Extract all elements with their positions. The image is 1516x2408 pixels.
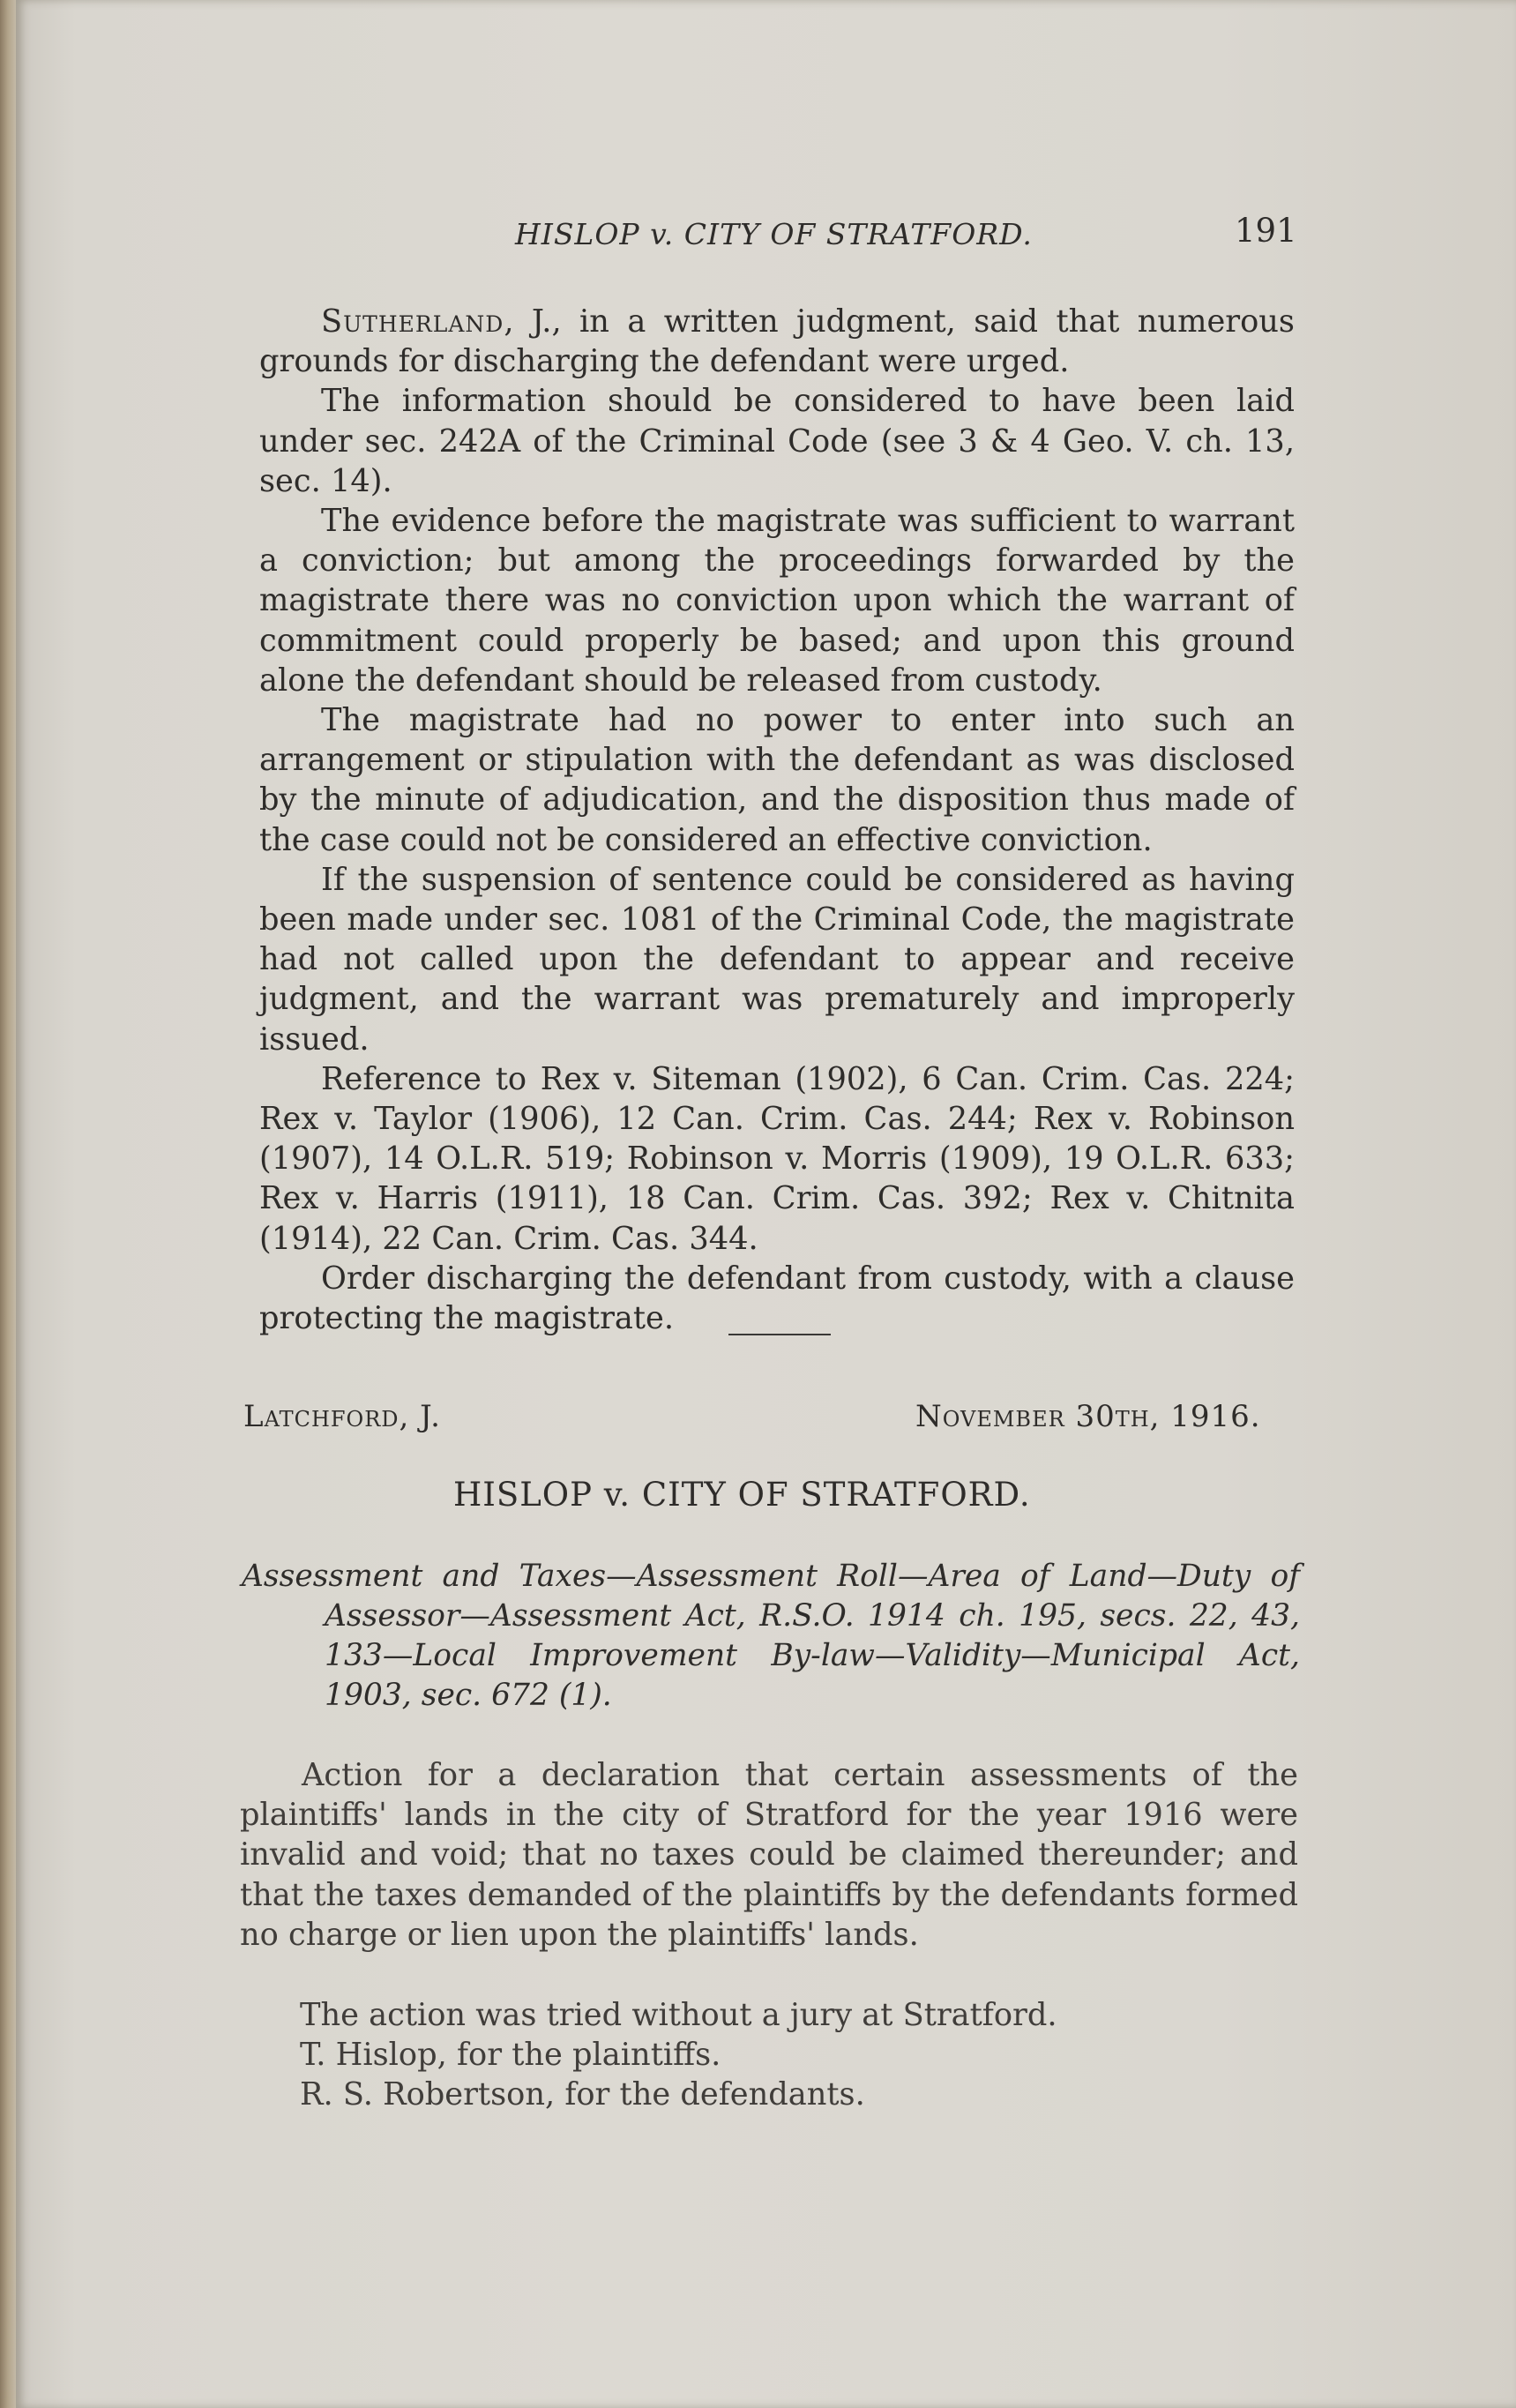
case-title: HISLOP v. CITY OF STRATFORD. xyxy=(453,1476,1031,1514)
judgment-paragraph: Reference to Rex v. Siteman (1902), 6 Can. Crim. Cas. 224; Rex v. Taylor (1906), 12 Can. Crim. Cas. 244; Rex v. Robinson (1907), 14 O.L.R. 519; Robinson v. Morris (1909), 19 O.L.R. 633; Rex v. Harris (1911), 18 Can. Crim. Cas. 392; Rex v. Chitnita (1914), 22 Can. Crim. Cas. 344. xyxy=(259,1060,1295,1257)
judgment-paragraph: The evidence before the magistrate was sufficient to warrant a conviction; but among the proceedings forwarded by the magistrate there was no conviction upon which the warrant of commitment could properly be based; and upon this ground alone the defendant should be released from custody. xyxy=(259,503,1295,699)
headnote xyxy=(242,1557,1300,1716)
judgment-paragraph: If the suspension of sentence could be considered as having been made under sec. 1081 of the Criminal Code, the magistrate had not called upon the defendant to appear and receive judgment, and the warrant was prematurely and improperly issued. xyxy=(259,861,1295,1058)
counsel-defendants: R. S. Robertson, for the defendants. xyxy=(300,2076,865,2113)
judgment-paragraph: The magistrate had no power to enter into such an arrangement or stipulation with the defendant as was disclosed by the minute of adjudication, and the disposition thus made of the case could not be considered an effective conviction. xyxy=(259,702,1295,858)
action-paragraph: Action for a declaration that certain assessments of the plaintiffs' lands in the city of Stratford for the year 1916 were invalid and void; that no taxes could be claimed thereunder; and that the taxes demanded of the plaintiffs by the defendants formed no charge or lien upon the plaintiffs' lands. xyxy=(240,1757,1298,1953)
judge-name: Sutherland xyxy=(321,303,504,340)
trial-line: The action was tried without a jury at Stratford. xyxy=(300,1997,1057,2033)
case-date: November 30th, 1916. xyxy=(915,1399,1261,1434)
paragraph-text: , J., in a written judgment, said that numerous grounds for discharging the defendant were urged. xyxy=(259,303,1295,380)
counsel-plaintiffs: T. Hislop, for the plaintiffs. xyxy=(300,2037,721,2074)
judgment-paragraph xyxy=(259,302,1295,381)
page-number: 191 xyxy=(1235,212,1297,250)
action-description xyxy=(240,1755,1298,1955)
judgment-paragraph: Order discharging the defendant from custody, with a clause protecting the magistrate. xyxy=(259,1260,1295,1337)
headnote-text: Assessment and Taxes—Assessment Roll—Area of Land—Duty of Assessor—Assessment Act, R.S.O. 1914 ch. 195, secs. 22, 43, 133—Local Improvement By-law—Validity—Municipal Act, 1903, sec. 672 (1). xyxy=(242,1559,1300,1713)
running-head: HISLOP v. CITY OF STRATFORD. xyxy=(515,217,1033,251)
judgment-paragraph: The information should be considered to have been laid under sec. 242A of the Criminal Code (see 3 & 4 Geo. V. ch. 13, sec. 14). xyxy=(259,383,1295,499)
section-divider xyxy=(728,1334,831,1335)
trial-details xyxy=(300,1995,1182,2115)
book-spine-shadow xyxy=(0,0,16,2408)
case-judge: Latchford, J. xyxy=(243,1399,441,1434)
book-page xyxy=(16,0,1516,2408)
first-judgment-text xyxy=(259,302,1295,1338)
